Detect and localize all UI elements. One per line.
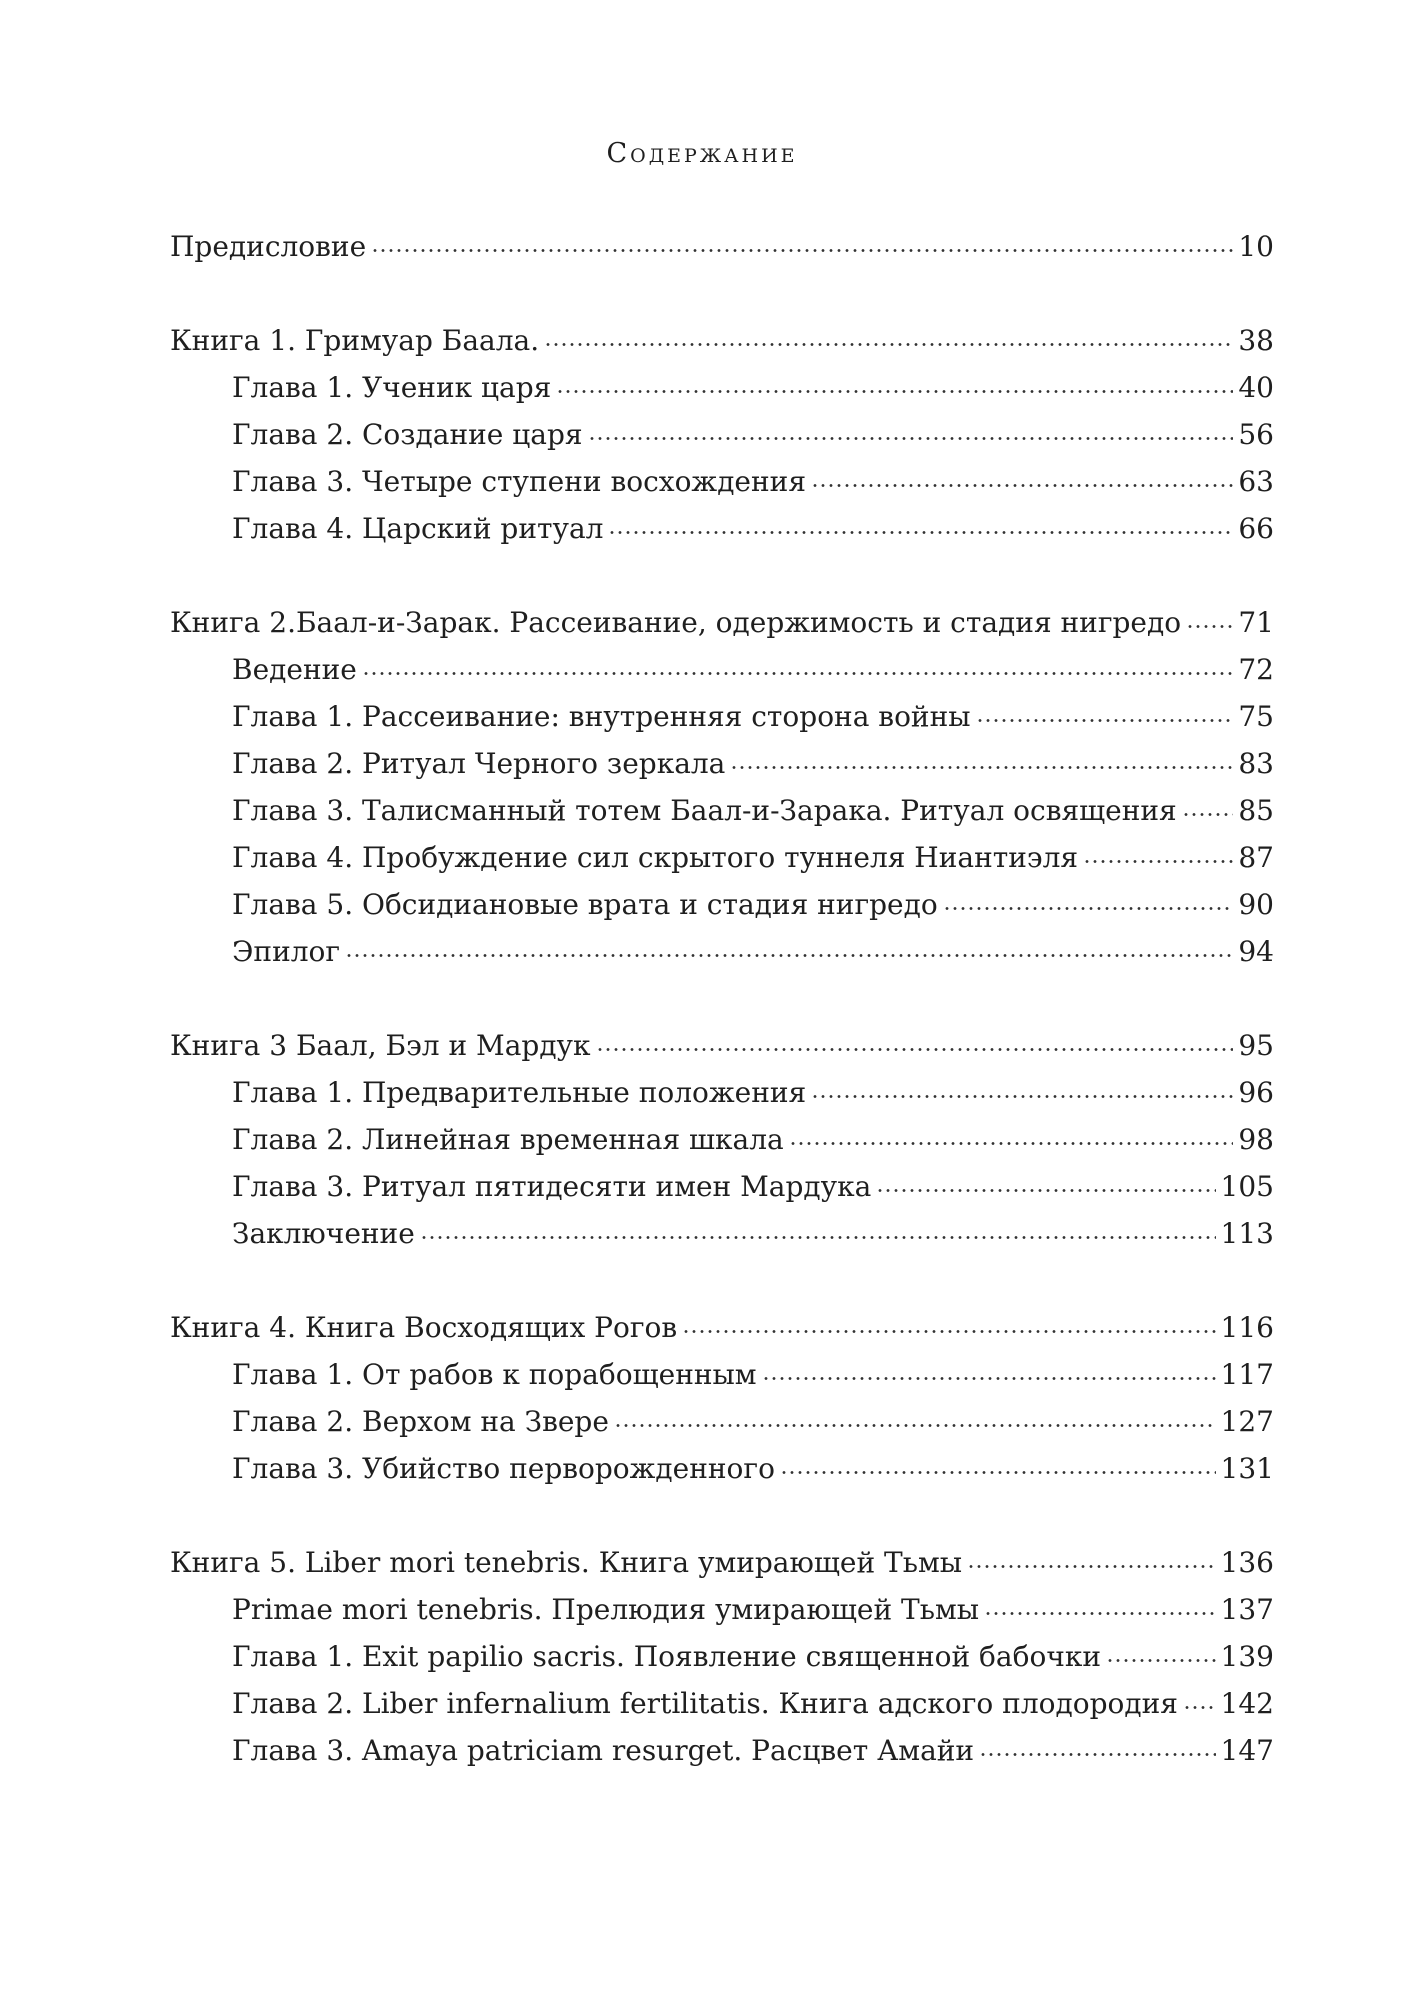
dot-leader (614, 1411, 1216, 1431)
table-of-contents (170, 223, 1274, 1821)
dot-leader (876, 1176, 1215, 1196)
toc-entry[interactable] (170, 1680, 1274, 1727)
toc-entry-label: Глава 1. Рассеивание: внутренняя сторона войны (232, 700, 971, 733)
toc-entry[interactable] (170, 1351, 1274, 1398)
toc-entry-page: 147 (1220, 1734, 1274, 1767)
toc-entry-page: 117 (1220, 1358, 1274, 1391)
dot-leader (588, 424, 1234, 444)
toc-entry-page: 87 (1238, 841, 1274, 874)
dot-leader (984, 1599, 1216, 1619)
toc-entry-label: Глава 2. Линейная временная шкала (232, 1123, 784, 1156)
toc-entry[interactable] (170, 928, 1274, 975)
dot-leader (811, 471, 1233, 491)
dot-leader (1183, 1693, 1216, 1713)
dot-leader (979, 1740, 1215, 1760)
dot-leader (976, 706, 1234, 726)
toc-entry[interactable] (170, 1022, 1274, 1069)
toc-entry-label: Глава 3. Amaya patriciam resurget. Расцвет Амайи (232, 1734, 975, 1767)
toc-entry-page: 116 (1220, 1311, 1274, 1344)
dot-leader (682, 1317, 1215, 1337)
toc-entry-page: 75 (1238, 700, 1274, 733)
toc-entry-label: Глава 1. Exit papilio sacris. Появление священной бабочки (232, 1640, 1101, 1673)
toc-entry-page: 136 (1220, 1546, 1274, 1579)
toc-entry-page: 90 (1238, 888, 1274, 921)
toc-entry-label: Глава 3. Ритуал пятидесяти имен Мардука (232, 1170, 872, 1203)
toc-entry-page: 94 (1238, 935, 1274, 968)
toc-entry-page: 96 (1238, 1076, 1274, 1109)
toc-entry-label: Предисловие (170, 230, 367, 263)
toc-entry-page: 72 (1238, 653, 1274, 686)
toc-entry[interactable] (170, 505, 1274, 552)
toc-entry[interactable] (170, 1304, 1274, 1351)
toc-group-book-3 (170, 1022, 1274, 1257)
toc-entry[interactable] (170, 1210, 1274, 1257)
toc-entry-label: Глава 5. Обсидиановые врата и стадия нигредо (232, 888, 938, 921)
toc-entry[interactable] (170, 317, 1274, 364)
dot-leader (762, 1364, 1216, 1384)
dot-leader (730, 753, 1233, 773)
toc-entry-page: 142 (1220, 1687, 1274, 1720)
toc-entry[interactable] (170, 1727, 1274, 1774)
toc-group-book-5 (170, 1539, 1274, 1774)
toc-entry-label: Книга 3 Баал, Бэл и Мардук (170, 1029, 591, 1062)
dot-leader (1186, 612, 1233, 632)
toc-entry-page: 83 (1238, 747, 1274, 780)
toc-entry-label: Глава 3. Четыре ступени восхождения (232, 465, 806, 498)
toc-entry-page: 131 (1220, 1452, 1274, 1485)
toc-entry-label: Глава 4. Царский ритуал (232, 512, 604, 545)
toc-entry-label: Заключение (232, 1217, 415, 1250)
toc-entry[interactable] (170, 223, 1274, 270)
toc-entry-page: 38 (1238, 324, 1274, 357)
dot-leader (1083, 847, 1233, 867)
dot-leader (943, 894, 1234, 914)
toc-entry-label: Глава 1. Предварительные положения (232, 1076, 807, 1109)
toc-entry[interactable] (170, 1633, 1274, 1680)
toc-entry[interactable] (170, 646, 1274, 693)
toc-entry[interactable] (170, 1116, 1274, 1163)
toc-entry[interactable] (170, 1445, 1274, 1492)
toc-entry[interactable] (170, 1163, 1274, 1210)
toc-entry-page: 137 (1220, 1593, 1274, 1626)
dot-leader (608, 518, 1233, 538)
toc-entry-page: 105 (1220, 1170, 1274, 1203)
toc-entry-label: Книга 2.Баал-и-Зарак. Рассеивание, одержимость и стадия нигредо (170, 606, 1182, 639)
toc-entry-label: Глава 4. Пробуждение сил скрытого туннеля Ниантиэля (232, 841, 1079, 874)
toc-entry-label: Книга 4. Книга Восходящих Рогов (170, 1311, 678, 1344)
toc-entry-page: 66 (1238, 512, 1274, 545)
toc-group-preface (170, 223, 1274, 270)
toc-entry-label: Эпилог (232, 935, 341, 968)
dot-leader (780, 1458, 1216, 1478)
dot-leader (789, 1129, 1234, 1149)
toc-entry-page: 40 (1238, 371, 1274, 404)
toc-entry-page: 113 (1220, 1217, 1274, 1250)
toc-entry-label: Глава 3. Убийство перворожденного (232, 1452, 775, 1485)
toc-entry[interactable] (170, 364, 1274, 411)
toc-entry[interactable] (170, 1539, 1274, 1586)
toc-entry-page: 56 (1238, 418, 1274, 451)
toc-entry[interactable] (170, 411, 1274, 458)
toc-entry-page: 95 (1238, 1029, 1274, 1062)
toc-entry-label: Глава 1. От рабов к порабощенным (232, 1358, 757, 1391)
toc-entry[interactable] (170, 1069, 1274, 1116)
toc-group-book-2 (170, 599, 1274, 975)
dot-leader (345, 941, 1233, 961)
toc-entry-page: 85 (1238, 794, 1274, 827)
dot-leader (556, 377, 1233, 397)
toc-entry[interactable] (170, 1586, 1274, 1633)
toc-entry-label: Primae mori tenebris. Прелюдия умирающей Тьмы (232, 1593, 980, 1626)
dot-leader (811, 1082, 1233, 1102)
toc-entry-label: Глава 2. Liber infernalium fertilitatis. Книга адского плодородия (232, 1687, 1178, 1720)
toc-entry-label: Ведение (232, 653, 357, 686)
dot-leader (362, 659, 1234, 679)
toc-entry-label: Глава 2. Ритуал Черного зеркала (232, 747, 726, 780)
toc-entry[interactable] (170, 599, 1274, 646)
toc-entry[interactable] (170, 881, 1274, 928)
toc-entry[interactable] (170, 1398, 1274, 1445)
toc-entry[interactable] (170, 787, 1274, 834)
dot-leader (1182, 800, 1234, 820)
toc-entry[interactable] (170, 693, 1274, 740)
dot-leader (967, 1552, 1216, 1572)
dot-leader (420, 1223, 1216, 1243)
toc-entry-page: 10 (1238, 230, 1274, 263)
toc-entry-label: Глава 1. Ученик царя (232, 371, 552, 404)
toc-entry-page: 127 (1220, 1405, 1274, 1438)
dot-leader (1106, 1646, 1216, 1666)
toc-entry-page: 63 (1238, 465, 1274, 498)
dot-leader (371, 236, 1233, 256)
toc-group-book-4 (170, 1304, 1274, 1492)
toc-entry-page: 139 (1220, 1640, 1274, 1673)
toc-group-book-1 (170, 317, 1274, 552)
toc-entry-label: Книга 1. Гримуар Баала. (170, 324, 540, 357)
toc-entry-label: Глава 2. Верхом на Звере (232, 1405, 609, 1438)
toc-entry-label: Глава 2. Создание царя (232, 418, 583, 451)
toc-entry[interactable] (170, 834, 1274, 881)
dot-leader (596, 1035, 1234, 1055)
toc-entry[interactable] (170, 740, 1274, 787)
page-title: Содержание (606, 138, 798, 169)
toc-entry-label: Книга 5. Liber mori tenebris. Книга умирающей Тьмы (170, 1546, 963, 1579)
toc-entry-page: 98 (1238, 1123, 1274, 1156)
toc-entry-label: Глава 3. Талисманный тотем Баал-и-Зарака. Ритуал освящения (232, 794, 1177, 827)
toc-entry-page: 71 (1238, 606, 1274, 639)
dot-leader (544, 330, 1233, 350)
toc-entry[interactable] (170, 458, 1274, 505)
